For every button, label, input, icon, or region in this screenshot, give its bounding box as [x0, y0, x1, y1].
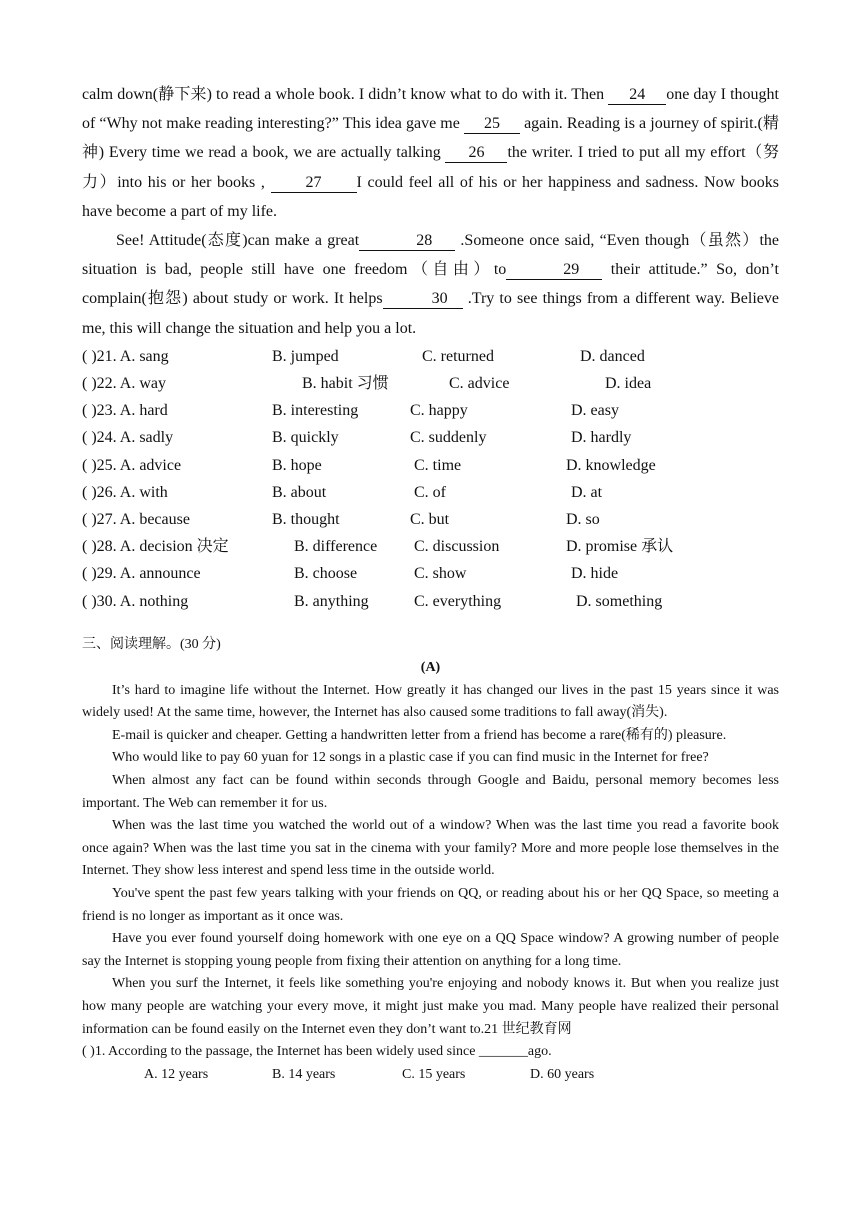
question-option-a: ( )28. A. decision 决定: [82, 538, 229, 556]
passage-label: (A): [420, 659, 441, 675]
question-row: [82, 343, 779, 370]
cloze-text: again. Reading is a journey of spirit.(精神) Every time we read a book, we are actually talking: [82, 115, 779, 162]
exam-page: [82, 80, 779, 1086]
reading-paragraph: E-mail is quicker and cheaper. Getting a handwritten letter from a friend has become a rare(稀有的) pleasure.: [112, 727, 727, 743]
cloze-text: one day I thought of “Why not make reading interesting?” This idea gave me: [82, 86, 779, 133]
question-option-b: B. habit 习惯: [302, 375, 389, 393]
cloze-paragraph-1: [82, 80, 779, 226]
reading-paragraph: You've spent the past few years talking with your friends on QQ, or reading about his or her QQ Space, so meeting a friend is no longer as important as it once was.: [82, 886, 779, 924]
question-row: [82, 397, 779, 424]
question-option-a: A. 12 years: [144, 1066, 209, 1082]
question-option-a: ( )21. A. sang: [82, 347, 169, 365]
question-option-b: B. 14 years: [272, 1066, 336, 1082]
question-option-c: C. show: [414, 565, 467, 583]
question-option-c: C. but: [410, 510, 450, 528]
blank-25: 25: [464, 115, 520, 134]
question-row: [82, 452, 779, 479]
reading-question-options: [82, 1064, 779, 1087]
reading-paragraph: Have you ever found yourself doing homework with one eye on a QQ Space window? A growing number of people say the Internet is stopping young people from fixing their attention on anything for a long time.: [82, 931, 779, 969]
question-option-d: D. danced: [580, 347, 645, 365]
question-option-a: ( )29. A. announce: [82, 565, 201, 583]
question-row: [82, 424, 779, 451]
question-option-d: D. easy: [571, 402, 619, 420]
question-option-c: C. returned: [422, 347, 494, 365]
question-option-d: D. idea: [605, 375, 652, 393]
question-option-c: C. of: [414, 483, 446, 501]
question-option-b: B. interesting: [272, 402, 359, 420]
reading-question-stem: ( )1. According to the passage, the Internet has been widely used since _______ago.: [82, 1044, 552, 1060]
cloze-questions: [82, 343, 779, 615]
reading-paragraph: When you surf the Internet, it feels like something you're enjoying and nobody knows it. But when you realize just how many people are watching your every move, it might just make you mad. Many people have realized their personal information can be found easily on the Internet even they don’t want to.21 世纪教育网: [82, 976, 779, 1037]
cloze-text: See! Attitude(态度)can make a great: [116, 232, 360, 250]
question-row: [82, 479, 779, 506]
question-option-b: B. hope: [272, 456, 322, 474]
question-option-c: C. everything: [414, 592, 502, 610]
question-option-a: ( )22. A. way: [82, 375, 166, 393]
cloze-text: I could feel all of his or her happiness and sadness. Now books have become a part of my life.: [82, 173, 779, 220]
question-option-d: D. so: [566, 510, 600, 528]
question-option-d: D. hardly: [571, 429, 632, 447]
blank-27: 27: [271, 174, 357, 193]
question-option-c: C. discussion: [414, 538, 500, 556]
question-option-a: ( )26. A. with: [82, 483, 168, 501]
cloze-text: calm down(静下来) to read a whole book. I didn’t know what to do with it. Then: [82, 86, 609, 103]
question-row: [82, 370, 779, 397]
reading-paragraph: When was the last time you watched the world out of a window? When was the last time you read a favorite book once again? When was the last time you sat in the cinema with your family? More and more people lose themselves in the Internet. They show less interest and spend less time in the outside world.: [82, 818, 779, 879]
question-option-b: B. about: [272, 483, 327, 501]
question-option-d: D. 60 years: [530, 1066, 595, 1082]
question-row: [82, 560, 779, 587]
question-option-a: ( )24. A. sadly: [82, 429, 174, 447]
cloze-text: their attitude.” So, don’t complain(抱怨) about study or work. It helps: [82, 261, 779, 308]
question-option-d: D. hide: [571, 565, 619, 583]
question-option-b: B. difference: [294, 538, 378, 556]
blank-29: 29: [506, 261, 602, 280]
reading-paragraph: Who would like to pay 60 yuan for 12 songs in a plastic case if you can find music in the Internet for free?: [112, 750, 709, 766]
blank-30: 30: [383, 290, 463, 309]
question-option-c: C. time: [414, 456, 462, 474]
blank-24: 24: [608, 86, 666, 105]
question-option-a: ( )27. A. because: [82, 510, 190, 528]
question-option-b: B. quickly: [272, 429, 339, 447]
cloze-text: .Try to see things from a different way. Believe me, this will change the situation and help you a lot.: [82, 290, 779, 337]
question-option-d: D. at: [571, 483, 603, 501]
question-option-b: B. choose: [294, 565, 358, 583]
blank-28: 28: [359, 232, 455, 251]
blank-26: 26: [445, 144, 507, 163]
question-option-b: B. jumped: [272, 347, 339, 365]
question-option-d: D. something: [576, 592, 663, 610]
question-option-c: C. 15 years: [402, 1066, 466, 1082]
cloze-paragraph-2: [82, 226, 779, 343]
question-row: [82, 588, 779, 615]
question-option-a: ( )23. A. hard: [82, 402, 168, 420]
question-row: [82, 506, 779, 533]
question-option-a: ( )30. A. nothing: [82, 592, 189, 610]
question-option-d: D. knowledge: [566, 456, 656, 474]
reading-paragraph: When almost any fact can be found within seconds through Google and Baidu, personal memory becomes less important. The Web can remember it for us.: [82, 773, 779, 811]
section-title: 三、阅读理解。(30 分): [82, 636, 221, 652]
question-option-d: D. promise 承认: [566, 538, 674, 556]
question-row: [82, 533, 779, 560]
cloze-text: .Someone once said, “Even though（虽然）the situation is bad, people still have one freedom（自由）to: [82, 232, 779, 279]
cloze-text: the writer. I tried to put all my effort（努力）into his or her books ,: [82, 144, 779, 191]
question-option-c: C. happy: [410, 402, 468, 420]
question-option-c: C. suddenly: [410, 429, 487, 447]
question-option-b: B. thought: [272, 510, 340, 528]
question-option-b: B. anything: [294, 592, 369, 610]
reading-paragraph: It’s hard to imagine life without the Internet. How greatly it has changed our lives in the past 15 years since it was widely used! At the same time, however, the Internet has also caused some traditions to fall away(消失).: [82, 682, 779, 721]
question-option-a: ( )25. A. advice: [82, 456, 182, 474]
question-option-c: C. advice: [449, 375, 510, 393]
